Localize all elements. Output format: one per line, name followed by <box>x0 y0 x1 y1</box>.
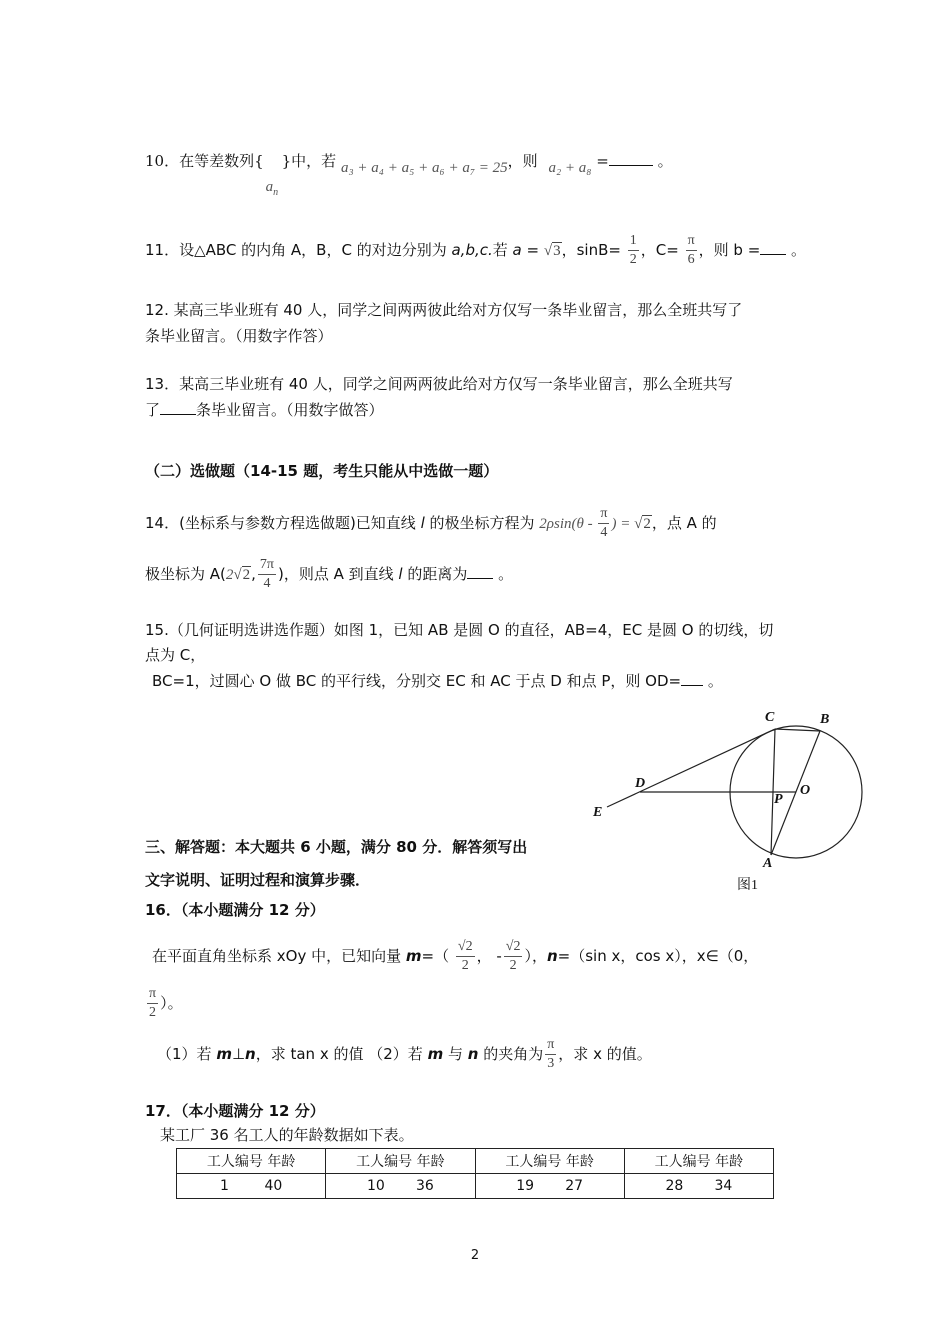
target-sum: a₂ + a₈ <box>548 160 592 176</box>
table-cell: 19 27 <box>475 1174 624 1199</box>
label-d: D <box>635 776 646 791</box>
frac-pi-2: $\frac{\pi}{2}$ <box>149 986 157 1020</box>
answer-blank-14[interactable] <box>467 564 493 579</box>
frac-7pi-4: $\frac{7\pi}{4}$ <box>259 557 274 591</box>
question-14-line2: 极坐标为 A(2√2, $\frac{7\pi}{4}$ )，则点 A 到直线 l 的距离为 。 <box>145 557 514 591</box>
question-15-line1: 15.（几何证明选讲选作题）如图 1，已知 AB 是圆 O 的直径，AB=4，EC 是圆 O 的切线，切 <box>145 621 774 639</box>
question-16-line1: 在平面直角坐标系 xOy 中，已知向量 m=（ $\frac{√2}{2}$ ， - $\frac{√2}{2}$ ），n=（sin x，cos x），x∈（0， <box>152 939 759 973</box>
question-16-heading: 16．（本小题满分 12 分） <box>145 901 325 919</box>
question-11: 11．设△ABC 的内角 A，B，C 的对边分别为 a,b,c.若 a = √3，sinB= $\frac{1}{2}$ ，C= $\frac{\pi}{6}$ ，则 b = 。 <box>145 233 807 267</box>
table-header-cell: 工人编号 年龄 <box>624 1149 773 1174</box>
answer-blank-15[interactable] <box>681 671 703 686</box>
worker-age-table <box>176 1148 774 1199</box>
table-header-cell: 工人编号 年龄 <box>326 1149 475 1174</box>
question-10: 10．在等差数列{ $a_n$ }中，若 a₃ + a₄ + a₅ + a₆ + a₇ = 25，则 a₂ + a₈ = 。 <box>145 150 673 173</box>
answer-blank-13[interactable] <box>160 400 196 415</box>
question-14-line1: 14．(坐标系与参数方程选做题)已知直线 l 的极坐标方程为 2ρsin(θ - $\frac{\pi}{4}$ ) = √2，点 A 的 <box>145 506 717 540</box>
question-12-line1: 12. 某高三毕业班有 40 人，同学之间两两彼此给对方仅写一条毕业留言，那么全班共写了 <box>145 301 743 319</box>
table-header-row <box>177 1149 774 1174</box>
label-p: P <box>774 792 783 807</box>
frac-pi-3: $\frac{\pi}{3}$ <box>547 1037 555 1071</box>
table-header-cell: 工人编号 年龄 <box>475 1149 624 1174</box>
frac-half: $\frac{1}{2}$ <box>629 233 637 267</box>
question-17-intro: 某工厂 36 名工人的年龄数据如下表。 <box>160 1126 414 1144</box>
figure-1-diagram <box>580 705 880 895</box>
frac-pi-4: $\frac{\pi}{4}$ <box>600 506 608 540</box>
figure-caption: 图1 <box>737 878 758 893</box>
section-2-title: （二）选做题（14-15 题，考生只能从中选做一题） <box>145 462 499 480</box>
question-13-line2: 了 条毕业留言。（用数字做答） <box>145 401 384 419</box>
answer-blank-10[interactable] <box>609 151 653 166</box>
section-3-title-line2: 文字说明、证明过程和演算步骤． <box>145 871 371 889</box>
label-e: E <box>593 805 603 820</box>
question-15-line2: 点为 C， <box>145 646 206 664</box>
table-cell: 1 40 <box>177 1174 326 1199</box>
question-12-line2: 条毕业留言。（用数字作答） <box>145 327 333 345</box>
question-15-line3: BC=1，过圆心 O 做 BC 的平行线，分别交 EC 和 AC 于点 D 和点 P，则 OD= 。 <box>152 672 723 690</box>
table-row <box>177 1174 774 1199</box>
frac-pi-6: $\frac{\pi}{6}$ <box>687 233 695 267</box>
question-17-heading: 17．（本小题满分 12 分） <box>145 1102 325 1120</box>
question-13-line1: 13．某高三毕业班有 40 人，同学之间两两彼此给对方仅写一条毕业留言，那么全班共写 <box>145 375 733 393</box>
section-3-title-line1: 三、解答题：本大题共 6 小题，满分 80 分．解答须写出 <box>145 838 528 856</box>
sqrt-3: √3 <box>543 243 561 259</box>
line-ec <box>607 729 775 807</box>
seq-an: $a_n$ <box>265 179 279 198</box>
sum-condition: a₃ + a₄ + a₅ + a₆ + a₇ = 25 <box>340 160 508 176</box>
frac-sqrt2-2-a: $\frac{√2}{2}$ <box>457 939 473 973</box>
table-cell: 28 34 <box>624 1174 773 1199</box>
question-16-line2: $\frac{\pi}{2}$ ）。 <box>149 986 183 1020</box>
frac-sqrt2-2-b: $\frac{√2}{2}$ <box>505 939 521 973</box>
question-16-parts: （1）若 m⊥n，求 tan x 的值 （2）若 m 与 n 的夹角为 $\frac{\pi}{3}$ ，求 x 的值。 <box>157 1037 652 1071</box>
label-c: C <box>765 710 775 725</box>
line-cb <box>775 729 820 731</box>
table-cell: 10 36 <box>326 1174 475 1199</box>
page-number: 2 <box>470 1248 480 1263</box>
label-b: B <box>820 712 830 727</box>
table-header-cell: 工人编号 年龄 <box>177 1149 326 1174</box>
answer-blank-11[interactable] <box>760 240 786 255</box>
label-o: O <box>800 783 811 798</box>
label-a: A <box>763 856 773 871</box>
